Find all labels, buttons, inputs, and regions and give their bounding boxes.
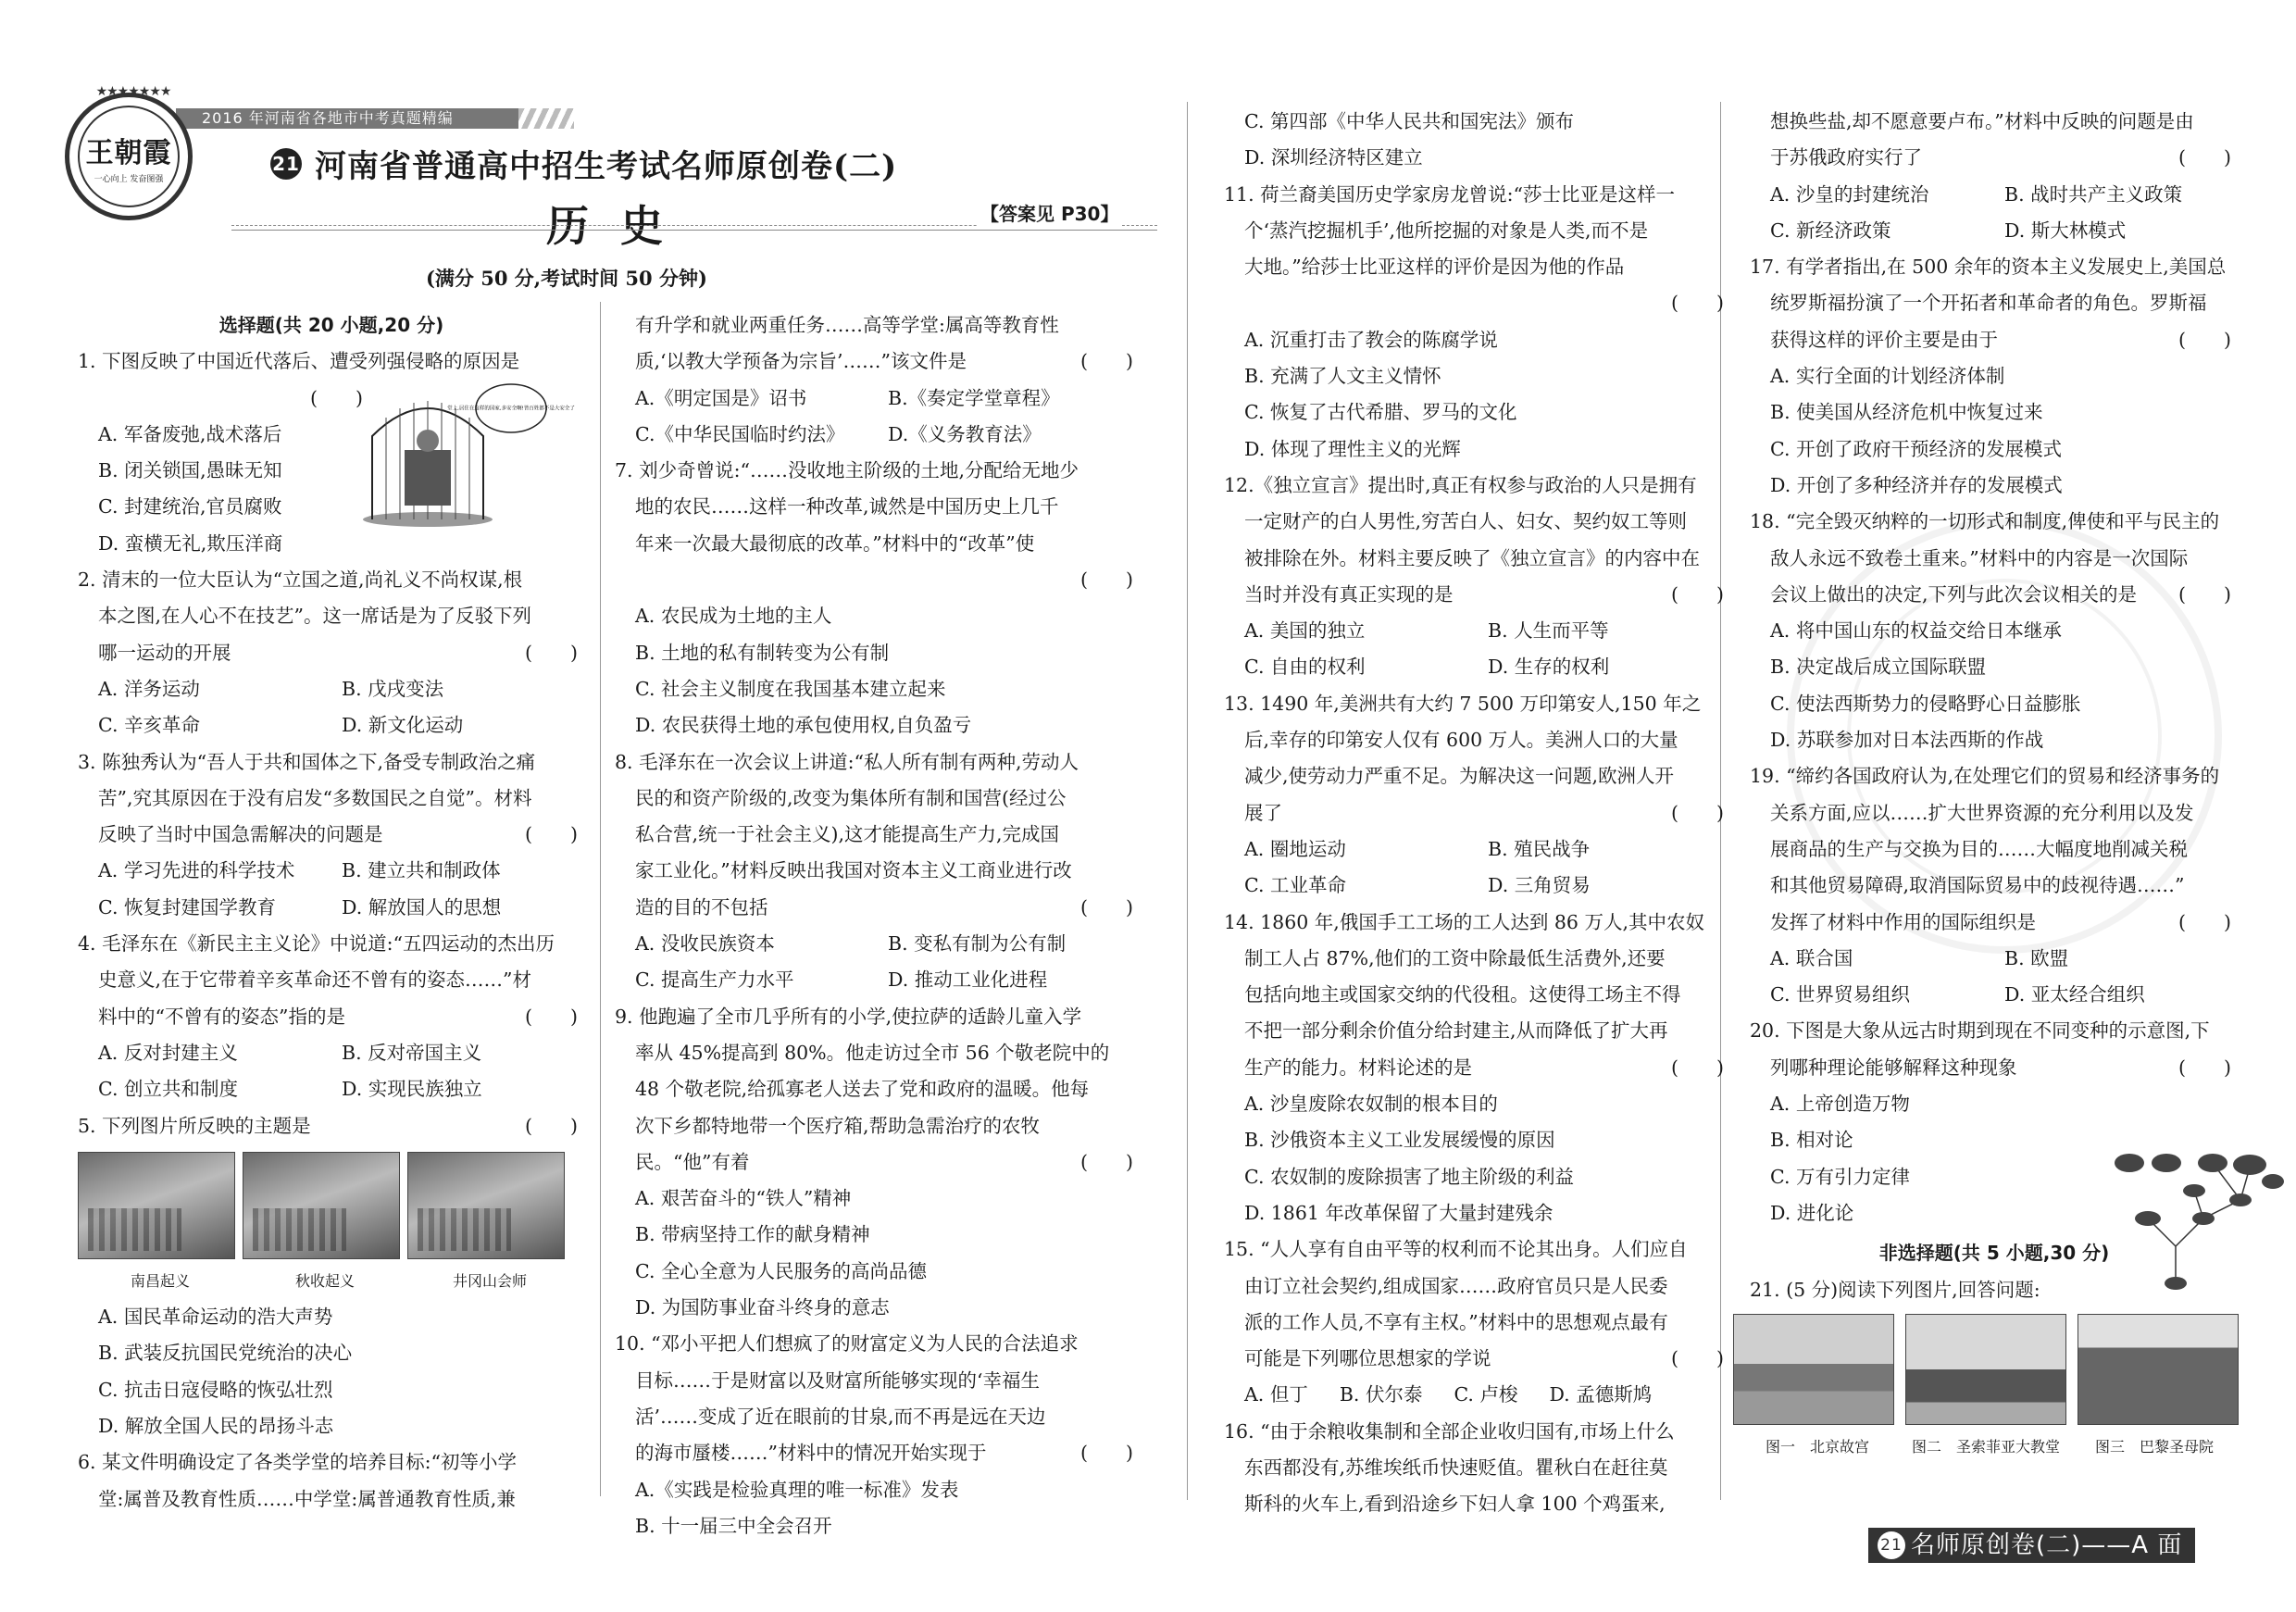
question-5: 5. 下列图片所反映的主题是 ( ) 南昌起义 秋收起义 井冈山会师 A. 国民革命运动的浩大声势 B. 武装反抗国民党统治的决心 C. 抗击日寇侵略的恢弘壮烈 D. 解放全国人民的昂扬斗志 bbox=[78, 1108, 585, 1445]
answer-bracket: ( ) bbox=[1671, 801, 1724, 824]
image-caption: 图二 圣索菲亚大教堂 bbox=[1911, 1437, 2060, 1456]
answer-bracket: ( ) bbox=[1080, 895, 1133, 918]
image-caption: 秋收起义 bbox=[294, 1271, 355, 1290]
image-caption: 井冈山会师 bbox=[452, 1271, 527, 1290]
answer-bracket: ( ) bbox=[1080, 1150, 1133, 1173]
question-17: 17. 有学者指出,在 500 余年的资本主义发展史上,美国总 统罗斯福扮演了一个开拓者和革命者的角色。罗斯福 获得这样的评价主要是由于 ( ) A. 实行全面的计划经济体制 B. 使美国从经济危机中恢复过来 C. 开创了政府干预经济的发展模式 D. 开创了多种经济并存的发展模式 bbox=[1750, 256, 2231, 496]
question-14: 14. 1860 年,俄国手工工场的工人达到 86 万人,其中农奴 制工人占 87%,他们的工资中除最低生活费外,还要 包括向地主或国家交纳的代役租。这使得工场主不得 不把一部分剩余价值分给封建主,从而降低了扩大再 生产的能力。材料论述的是 ( ) A. 沙皇废除农奴制的根本目的 B. 沙俄资本主义工业发展缓慢的原因 C. 农奴制的废除损害了地主阶级的利益 D. 1861 年改革保留了大量封建残余 bbox=[1224, 910, 1724, 1224]
score-info: (满分 50 分,考试时间 50 分钟) bbox=[426, 267, 707, 290]
question-19: 19. “缔约各国政府认为,在处理它们的贸易和经济事务的 关系方面,应以……扩大世界资源的充分利用以及发 展商品的生产与交换为目的……大幅度地削减关税 和其他贸易障碍,取消国际贸易中的歧视待遇……” 发挥了材料中作用的国际组织是 ( ) A. 联合国 B. 欧盟 C. 世界贸易组织 D. 亚太经合组织 bbox=[1750, 765, 2231, 1006]
answer-bracket: ( ) bbox=[1080, 569, 1133, 592]
question-12: 12.《独立宣言》提出时,真正有权参与政治的人只是拥有 一定财产的白人男性,穷苦白人、妇女、契约奴工等则 被排除在外。材料主要反映了《独立宣言》的内容中在 当时并没有真正实现的是 ( ) A. 美国的独立 B. 人生而平等 C. 自由的权利 D. 生存的权利 bbox=[1224, 473, 1724, 679]
answer-bracket: ( ) bbox=[1671, 1056, 1724, 1079]
jinggangshan-meeting-image bbox=[407, 1152, 565, 1259]
answer-bracket: ( ) bbox=[1080, 1442, 1133, 1465]
question-7: 7. 刘少奇曾说:“……没收地主阶级的土地,分配给无地少 地的农民……这样一种改革,诚然是中国历史上几千 年来一次最大最彻底的改革。”材料中的“改革”使 ( ) A. 农民成为土地的主人 B. 土地的私有制转变为公有制 C. 社会主义制度在我国基本建立起来 D. 农民获得土地的承包使用权,自负盈亏 bbox=[615, 459, 1133, 737]
question-8: 8. 毛泽东在一次会议上讲道:“私人所有制有两种,劳动人 民的和资产阶级的,改变为集体所有制和国营(经过公 私合营,统一于社会主义),这才能提高生产力,完成国 家工业化。”材料反映出我国对资本主义工商业进行改 造的目的不包括 ( ) A. 没收民族资本 B. 变私有制为公有制 C. 提高生产力水平 D. 推动工业化进程 bbox=[615, 750, 1133, 992]
footer-number-badge: 21 bbox=[1878, 1531, 1905, 1559]
column-3 bbox=[1224, 104, 1731, 1523]
publisher-logo: ★★★★★★★ 王朝霞 一心向上 发奋图强 bbox=[65, 93, 193, 220]
image-caption: 南昌起义 bbox=[130, 1271, 190, 1290]
forbidden-city-image bbox=[1733, 1314, 1894, 1425]
banner-stripes bbox=[518, 108, 574, 129]
question-2: 2. 清末的一位大臣认为“立国之道,尚礼义不尚权谋,根 本之图,在人心不在技艺”。这一席话是为了反驳下列 哪一运动的开展 ( ) A. 洋务运动 B. 戊戌变法 C. 辛亥革命 D. 新文化运动 bbox=[78, 569, 578, 737]
answer-bracket: ( ) bbox=[1671, 1347, 1724, 1370]
answer-bracket: ( ) bbox=[1671, 582, 1724, 606]
answer-bracket: ( ) bbox=[2178, 1056, 2231, 1079]
answer-bracket: ( ) bbox=[2178, 582, 2231, 606]
question-20: 20. 下图是大象从远古时期到现在不同变种的示意图,下 列哪种理论能够解释这种现象 ( ) A. 上帝创造万物 B. 相对论 C. 万有引力定律 D. 进化论 bbox=[1750, 1019, 2231, 1224]
divider bbox=[231, 230, 1157, 231]
question-13: 13. 1490 年,美洲共有大约 7 500 万印第安人,150 年之 后,幸存的印第安人仅有 600 万人。美洲人口的大量 减少,使劳动力严重不足。为解决这一问题,欧洲人开 展了 ( ) A. 圈地运动 B. 殖民战争 C. 工业革命 D. 三角贸易 bbox=[1224, 692, 1724, 897]
question-4: 4. 毛泽东在《新民主主义论》中说道:“五四运动的杰出历 史意义,在于它带着辛亥革命还不曾有的姿态……”材 料中的“不曾有的姿态”指的是 ( ) A. 反对封建主义 B. 反对帝国主义 C. 创立共和制度 D. 实现民族独立 bbox=[78, 932, 578, 1101]
cartoon-speech-bubble: 堂上,居住在这样的国家,多安全啊!皆百姓都不是大安全了 bbox=[447, 406, 575, 412]
answer-bracket: ( ) bbox=[2178, 910, 2231, 933]
question-21: 21. (5 分)阅读下列图片,回答问题: 图一 北京故宫 图二 圣索菲亚大教堂 图三 巴黎圣母院 bbox=[1750, 1272, 2239, 1466]
answer-bracket: ( ) bbox=[1080, 350, 1133, 373]
question-1: 1. 下图反映了中国近代落后、遭受列强侵略的原因是 ( ) A. 军备废弛,战术落后 B. 闭关锁国,愚昧无知 C. 封建统治,官员腐败 D. 蛮横无礼,欺压洋商 堂上,居住在这样的国家,多安全啊!皆百姓都不是大安全了 bbox=[78, 350, 575, 555]
question-3: 3. 陈独秀认为“吾人于共和国体之下,备受专制政治之痛 苦”,究其原因在于没有启发“多数国民之自觉”。材料 反映了当时中国急需解决的问题是 ( ) A. 学习先进的科学技术 B. 建立共和制政体 C. 恢复封建国学教育 D. 解放国人的思想 bbox=[78, 750, 578, 918]
question-16-part-2: 想换些盐,却不愿意要卢布。”材料中反映的问题是由 于苏俄政府实行了 ( ) A. 沙皇的封建统治 B. 战时共产主义政策 C. 新经济政策 D. 斯大林模式 bbox=[1770, 110, 2231, 242]
hagia-sophia-image bbox=[1905, 1314, 2066, 1425]
section-title: 选择题(共 20 小题,20 分) bbox=[218, 314, 444, 336]
answer-bracket: ( ) bbox=[525, 1114, 578, 1137]
birdcage-cartoon-image bbox=[354, 381, 575, 529]
section-title: 非选择题(共 5 小题,30 分) bbox=[1878, 1242, 2110, 1265]
column-2 bbox=[615, 307, 1141, 1544]
question-11: 11. 荷兰裔美国历史学家房龙曾说:“莎士比亚是这样一 个‘蒸汽挖掘机手’,他所挖掘的对象是人类,而不是 大地。”给莎士比亚这样的评价是因为他的作品 ( ) A. 沉重打击了教会的陈腐学说 B. 充满了人文主义情怀 C. 恢复了古代希腊、罗马的文化 D. 体现了理性主义的光辉 bbox=[1224, 182, 1724, 460]
column-1 bbox=[78, 307, 585, 1518]
series-banner: 2016 年河南省各地市中考真题精编 bbox=[176, 108, 528, 129]
question-15: 15. “人人享有自由平等的权利而不论其出身。人们应自 由订立社会契约,组成国家……政府官员只是人民委 派的工作人员,不享有主权。”材料中的思想观点最有 可能是下列哪位思想家的学说 ( ) A. 但丁 B. 伏尔泰 C. 卢梭 D. 孟德斯鸠 bbox=[1224, 1238, 1724, 1406]
answer-bracket: ( ) bbox=[1671, 292, 1724, 315]
column-divider bbox=[1187, 102, 1188, 1500]
question-9: 9. 他跑遍了全市几乎所有的小学,使拉萨的适龄儿童入学 率从 45%提高到 80%。他走访过全市 56 个敬老院中的 48 个敬老院,给孤寡老人送去了党和政府的温暖。他每 次下乡都特地带一个医疗箱,帮助急需治疗的农牧 民。“他”有着 ( ) A. 艰苦奋斗的“铁人”精神 B. 带病坚持工作的献身精神 C. 全心全意为人民服务的高尚品德 D. 为国防事业奋斗终身的意志 bbox=[615, 1005, 1133, 1319]
question-10-part-1: 10. “邓小平把人们想疯了的财富定义为人民的合法追求 目标……于是财富以及财富所能够实现的‘幸福生 活’……变成了近在眼前的甘泉,而不再是远在天边 的海市蜃楼……”材料中的情况开始实现于 ( ) A.《实践是检验真理的唯一标准》发表 B. 十一届三中全会召开 bbox=[615, 1332, 1133, 1537]
answer-reference: 【答案见 P30】 bbox=[977, 199, 1122, 226]
answer-bracket: ( ) bbox=[525, 641, 578, 664]
answer-bracket: ( ) bbox=[525, 823, 578, 846]
nanchang-uprising-image bbox=[78, 1152, 235, 1259]
elephant-evolution-tree-image bbox=[2102, 1144, 2287, 1293]
page-footer: 21 名师原创卷(二)——A 面 bbox=[1868, 1528, 2195, 1563]
answer-bracket: ( ) bbox=[525, 1005, 578, 1028]
question-16-part-1: 16. “由于余粮收集制和全部企业收归国有,市场上什么 东西都没有,苏维埃纸币快速贬值。瞿秋白在赶往莫 斯科的火车上,看到沿途乡下妇人拿 100 个鸡蛋来, bbox=[1224, 1419, 1675, 1516]
image-caption: 图三 巴黎圣母院 bbox=[2094, 1437, 2214, 1456]
image-caption: 图一 北京故宫 bbox=[1765, 1437, 1869, 1456]
question-6-part-2: 有升学和就业两重任务……高等学堂:属高等教育性 质,‘以教大学预备为宗旨’……”该文件是 ( ) A.《明定国是》诏书 B.《奏定学堂章程》 C.《中华民国临时约法》 D.《义务教育法》 bbox=[635, 314, 1133, 445]
answer-bracket: ( ) bbox=[2178, 328, 2231, 351]
column-divider bbox=[600, 302, 601, 1496]
question-10-part-2: C. 第四部《中华人民共和国宪法》颁布 D. 深圳经济特区建立 bbox=[1244, 110, 1574, 169]
question-6-part-1: 6. 某文件明确设定了各类学堂的培养目标:“初等小学 堂:属普及教育性质……中学堂:属普通教育性质,兼 bbox=[78, 1451, 517, 1510]
autumn-harvest-uprising-image bbox=[243, 1152, 400, 1259]
notre-dame-image bbox=[2078, 1314, 2239, 1425]
answer-bracket: ( ) bbox=[310, 386, 363, 409]
question-18: 18. “完全毁灭纳粹的一切形式和制度,俾使和平与民主的 敌人永远不致卷土重来。”材料中的内容是一次国际 会议上做出的决定,下列与此次会议相关的是 ( ) A. 将中国山东的权益交给日本继承 B. 决定战后成立国际联盟 C. 使法西斯势力的侵略野心日益膨胀 D. 苏联参加对日本法西斯的作战 bbox=[1750, 510, 2231, 752]
answer-bracket: ( ) bbox=[2178, 146, 2231, 169]
exam-title: 21 河南省普通高中招生考试名师原创卷(二) bbox=[270, 141, 897, 186]
exam-number-badge: 21 bbox=[270, 148, 302, 180]
subject-title: 历史 bbox=[546, 201, 694, 251]
